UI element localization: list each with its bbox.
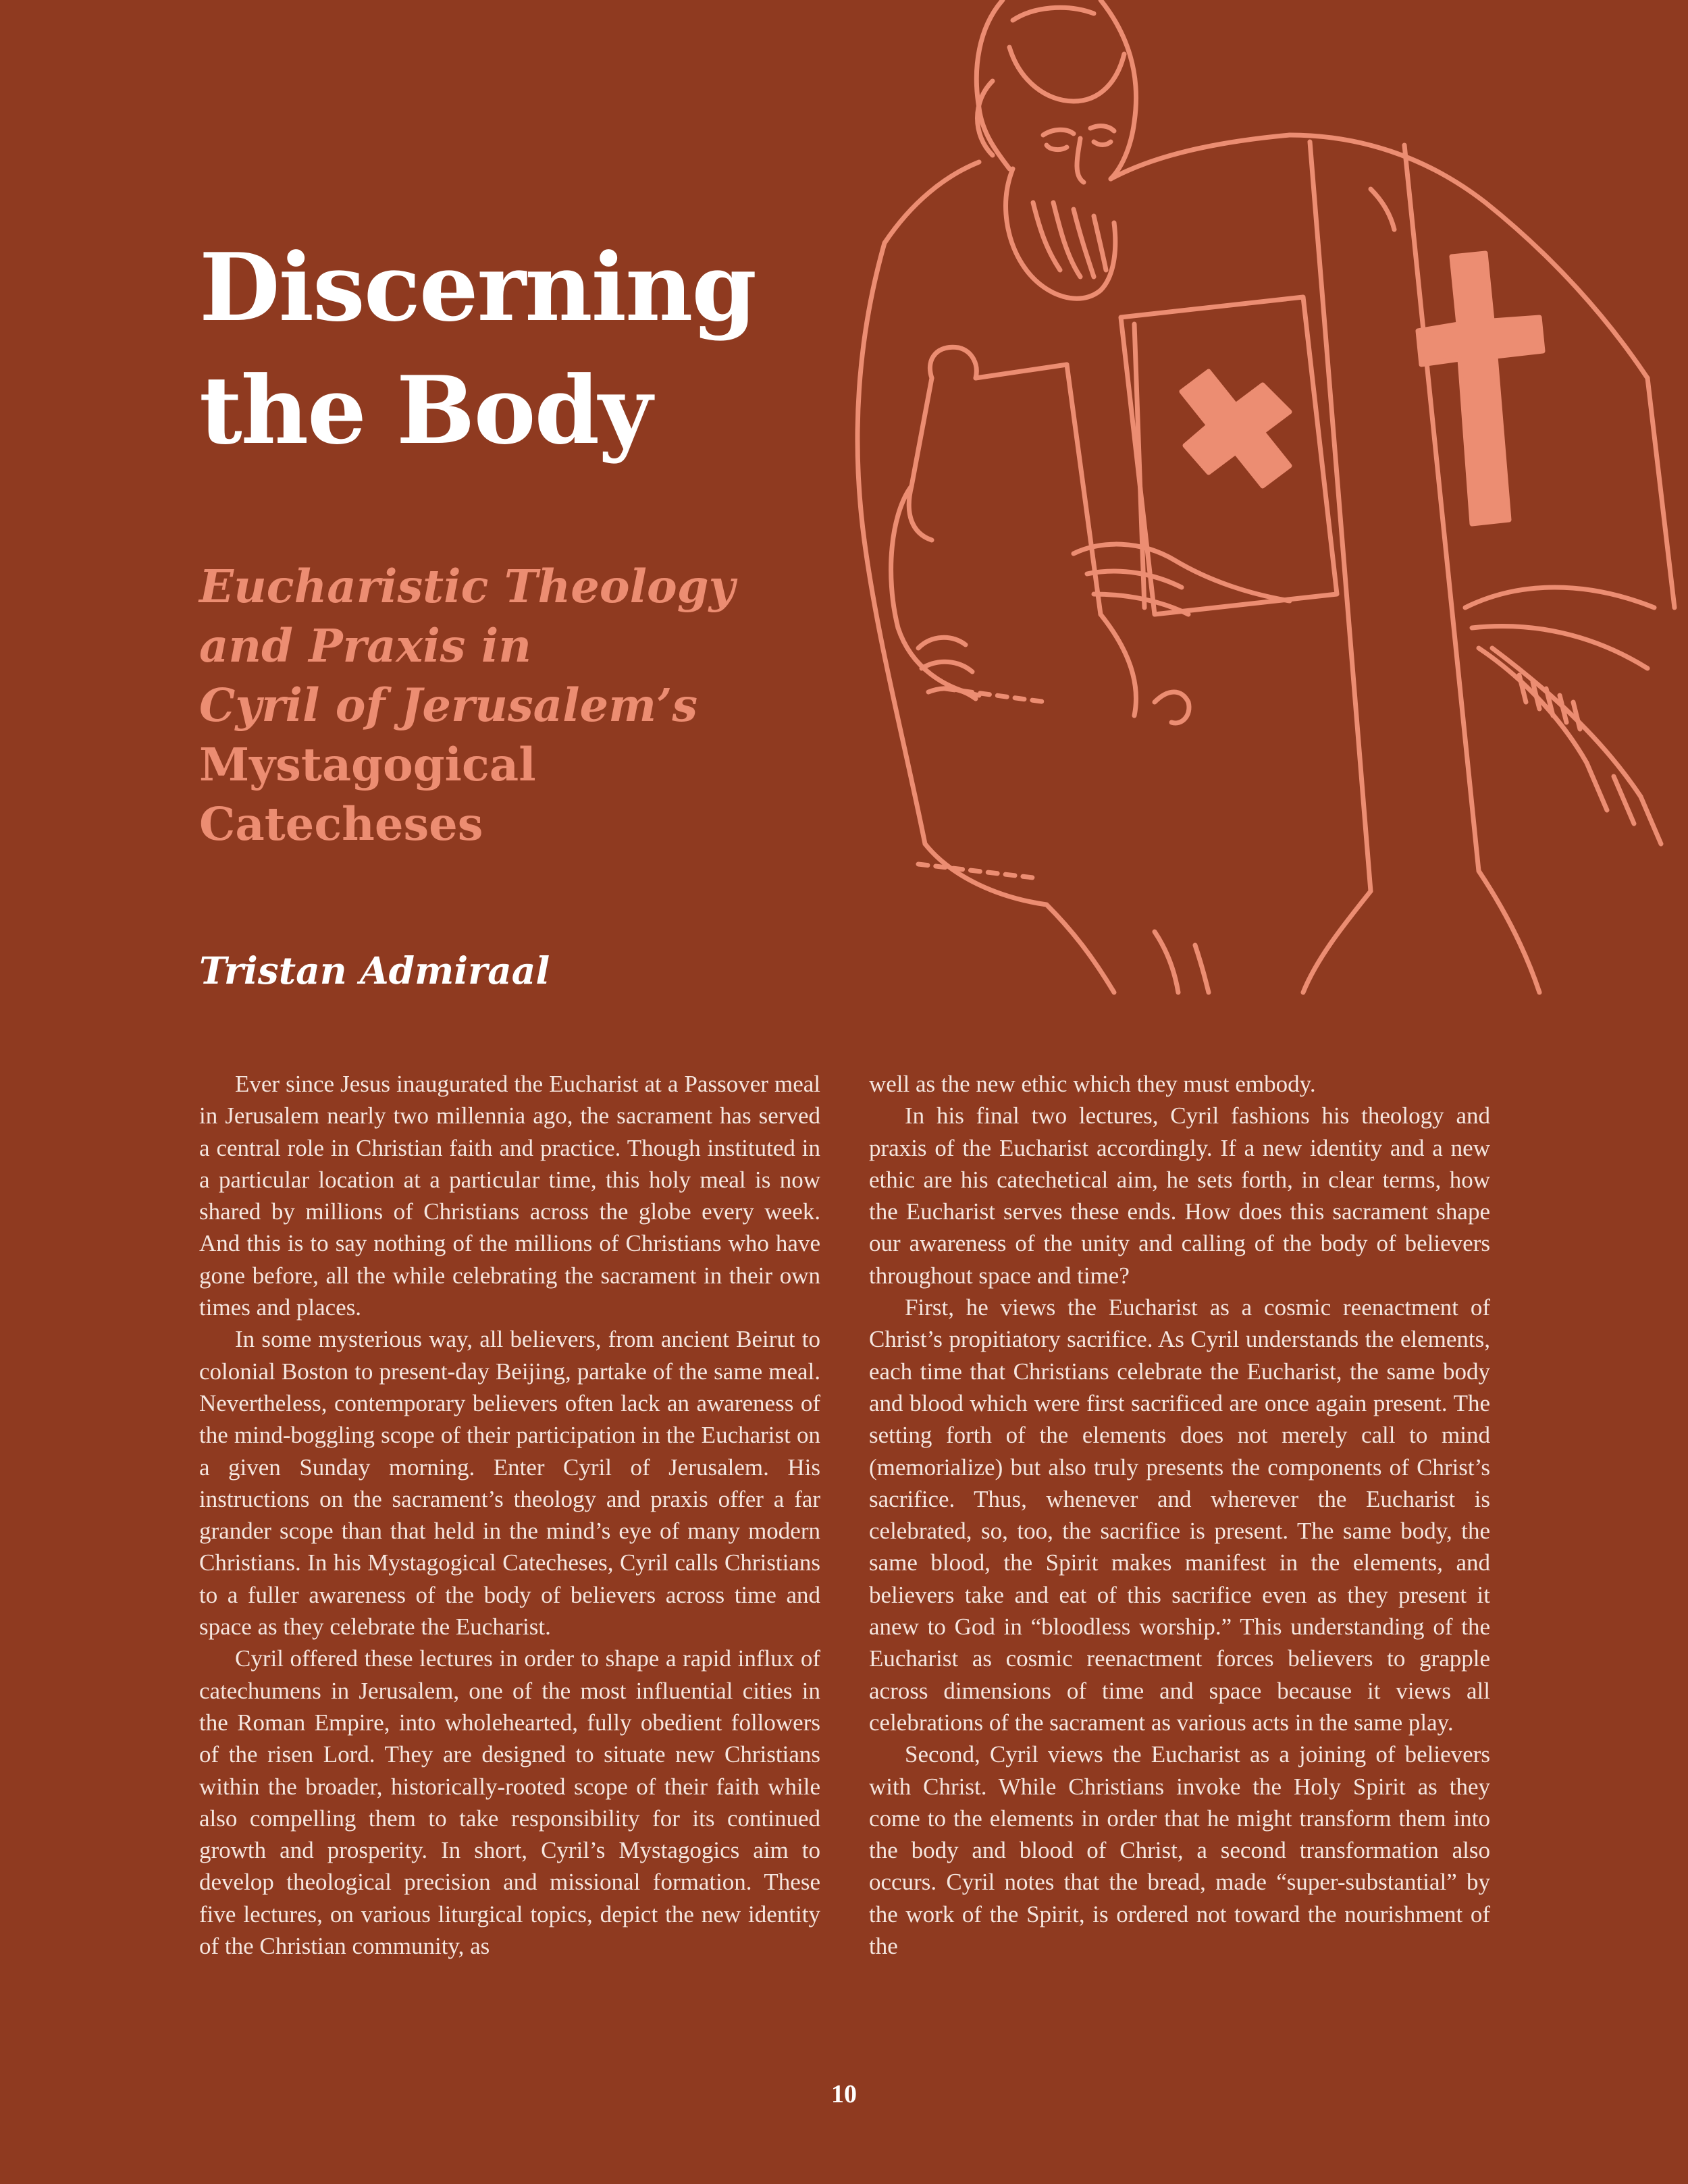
- paragraph: In some mysterious way, all believers, from ancient Beirut to colonial Boston to present-day Beijing, partake of the same meal. Nevertheless, contemporary believers often lack an awareness of the mind-boggling scope of their participation in the Eucharist on a given Sunday morning. Enter Cyril of Jerusalem. His instructions on the sacrament’s theology and praxis offer a far grander scope than that held in the mind’s eye of many modern Christians. In his Mystagogical Catecheses, Cyril calls Christians to a fuller awareness of the body of believers across time and space as they celebrate the Eucharist.: [199, 1326, 820, 1641]
- subtitle-line: Cyril of Jerusalem’s: [199, 678, 698, 732]
- paragraph: First, he views the Eucharist as a cosmic reenactment of Christ’s propitiatory sacrifice. As Cyril understands the elements, each time that Christians celebrate the Eucharist, the same body and blood which were first sacrificed are once again present. The setting forth of the elements does not merely call to mind (memorialize) but also truly presents the components of Christ’s sacrifice. Thus, whenever and wherever the Eucharist is celebrated, so, too, the sacrifice is present. The same body, the same blood, the Spirit makes manifest in the elements, and believers take and eat of this sacrifice even as they present it anew to God in “bloodless worship.” This understanding of the Eucharist as cosmic reenactment forces believers to grapple across dimensions of time and space because it views all celebrations of the sacrament as various acts in the same play.: [869, 1294, 1490, 1736]
- subtitle-line: Eucharistic Theology: [199, 560, 735, 613]
- paragraph: Ever since Jesus inaugurated the Eucharist at a Passover meal in Jerusalem nearly two millennia ago, the sacrament has served a central role in Christian faith and practice. Though instituted in a particular location at a particular time, this holy meal is now shared by millions of Christians across the globe every week. And this is to say nothing of the millions of Christians who have gone before, all the while celebrating the sacrament in their own times and places.: [199, 1071, 820, 1321]
- saint-icon-illustration: [776, 0, 1688, 996]
- article-subtitle: [199, 557, 807, 854]
- title-line: Discerning: [199, 232, 756, 342]
- article-title: [199, 226, 807, 472]
- paragraph: In his final two lectures, Cyril fashions his theology and praxis of the Eucharist accordingly. If a new identity and a new ethic are his catechetical aim, he sets forth, in clear terms, how the Eucharist serves these ends. How does this sacrament shape our awareness of the unity and calling of the body of believers throughout space and time?: [869, 1102, 1490, 1289]
- page-number: 10: [831, 2080, 857, 2108]
- subtitle-line: and Praxis in: [199, 619, 531, 672]
- subtitle-line: Catecheses: [199, 797, 483, 851]
- paragraph: Cyril offered these lectures in order to shape a rapid influx of catechumens in Jerusalem, one of the most influential cities in the Roman Empire, into wholehearted, fully obedient followers of the risen Lord. They are designed to situate new Christians within the broader, historically-rooted scope of their faith while also compelling them to take responsibility for its continued growth and prosperity. In short, Cyril’s Mystagogics aim to develop theological precision and missional formation. These five lectures, on various liturgical topics, depict the new identity of the Christian community, as: [199, 1645, 820, 1960]
- paragraph: Second, Cyril views the Eucharist as a joining of believers with Christ. While Christians invoke the Holy Spirit as they come to the elements in order that he might transform them into the body and blood of Christ, a second transformation also occurs. Cyril notes that the bread, made “super-substantial” by the work of the Spirit, is ordered not toward the nourishment of the: [869, 1741, 1490, 1960]
- title-line: the Body: [199, 355, 652, 465]
- body-column-left: [199, 1068, 820, 1962]
- subtitle-line: Mystagogical: [199, 738, 536, 791]
- body-column-right: [869, 1068, 1490, 1962]
- author-byline: Tristan Admiraal: [199, 949, 550, 992]
- paragraph: well as the new ethic which they must embody.: [869, 1071, 1316, 1097]
